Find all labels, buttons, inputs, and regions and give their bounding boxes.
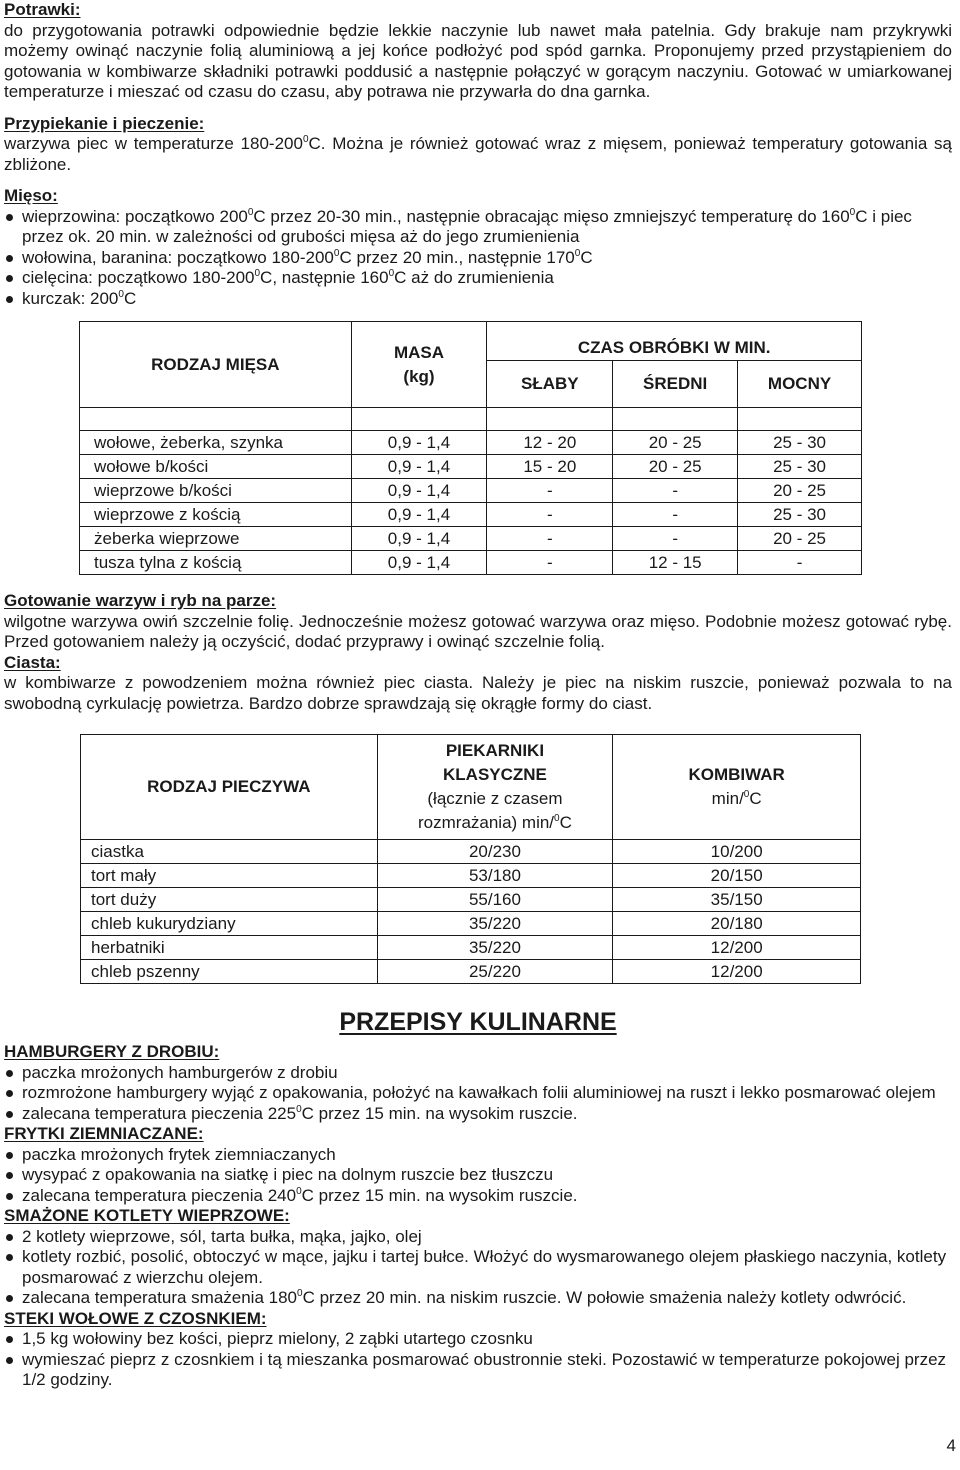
- table-cell: -: [738, 551, 862, 575]
- hamburgery-heading: HAMBURGERY Z DROBIU:: [4, 1042, 220, 1061]
- table-cell: żeberka wieprzowe: [80, 527, 352, 551]
- kotlety-list: [4, 1227, 952, 1309]
- potrawki-text: do przygotowania potrawki odpowiednie będzie lekkie naczynie lub nawet mała patelnia. Gdy brakuje nam przykrywki możemy owinąć naczynie folią aluminiową a jej końce podłożyć pod spód garnka. Proponujemy przed przystąpieniem do gotowania w kombiwarze składniki potrawki poddusić a następnie połączyć w gorącym naczyniu. Gotować w umiarkowanej temperaturze i mieszać od czasu do czasu, aby potrawa nie przywarła do dna garnka.: [4, 20, 952, 101]
- table-row: [80, 479, 862, 503]
- table-row: [81, 888, 861, 912]
- table-cell: 12/200: [613, 936, 861, 960]
- table-cell: -: [487, 551, 613, 575]
- table-cell: 53/180: [377, 864, 613, 888]
- bake-col-type: RODZAJ PIECZYWA: [81, 735, 378, 840]
- table-cell: 35/220: [377, 936, 613, 960]
- hamburgery-list: [4, 1063, 952, 1125]
- table-cell: -: [487, 527, 613, 551]
- table-cell: 25 - 30: [738, 431, 862, 455]
- table-cell: chleb pszenny: [81, 960, 378, 984]
- warzywa-text: wilgotne warzywa owiń szczelnie folię. Jednocześnie możesz gotować warzywa oraz mięso. Podobnie możesz gotować rybę. Przed gotowaniem należy ją oczyścić, dodać przyprawy i owinąć szczelnie folią.: [4, 611, 952, 651]
- list-item: zalecana temperatura pieczenia $225^0C$ przez 15 min. na wysokim ruszcie.: [4, 1104, 952, 1125]
- steki-heading: STEKI WOŁOWE Z CZOSNKIEM:: [4, 1308, 267, 1328]
- table-cell: 0,9 - 1,4: [351, 455, 487, 479]
- page-number: 4: [946, 1436, 956, 1455]
- table-row: [81, 912, 861, 936]
- kotlety-heading: SMAŻONE KOTLETY WIEPRZOWE:: [4, 1206, 290, 1225]
- table-cell: 0,9 - 1,4: [351, 503, 487, 527]
- list-item: kotlety rozbić, posolić, obtoczyć w mące, jajku i tartej bułce. Włożyć do wysmarowanego olejem płaskiego naczynia, kotlety posmarować z wierzchu olejem.: [4, 1247, 952, 1288]
- table-cell: -: [487, 479, 613, 503]
- steki-list: [4, 1329, 952, 1391]
- table-cell: 15 - 20: [487, 455, 613, 479]
- table-row: [80, 455, 862, 479]
- frytki-list: [4, 1145, 952, 1207]
- table-row: [81, 864, 861, 888]
- table-cell: 20/230: [377, 840, 613, 864]
- warzywa-heading: Gotowanie warzyw i ryb na parze:: [4, 591, 277, 610]
- page-content: [4, 0, 952, 1391]
- meat-col-strong: MOCNY: [738, 361, 862, 408]
- table-cell: -: [487, 503, 613, 527]
- recipes-title: PRZEPISY KULINARNE: [339, 1008, 617, 1036]
- table-cell: 20/150: [613, 864, 861, 888]
- table-cell: 20 - 25: [613, 455, 738, 479]
- meat-col-time: CZAS OBRÓBKI W MIN.: [487, 322, 862, 361]
- table-cell: wieprzowe b/kości: [80, 479, 352, 503]
- table-cell: 0,9 - 1,4: [351, 551, 487, 575]
- list-item: paczka mrożonych frytek ziemniaczanych: [4, 1145, 952, 1166]
- table-cell: 20/180: [613, 912, 861, 936]
- table-cell: 35/150: [613, 888, 861, 912]
- meat-col-mass: MASA (kg): [351, 322, 487, 408]
- table-cell: 0,9 - 1,4: [351, 431, 487, 455]
- list-item: wymieszać pieprz z czosnkiem i tą mieszanka posmarować obustronnie steki. Pozostawić w temperaturze pokojowej przez 1/2 godziny.: [4, 1350, 952, 1391]
- meat-time-table: [79, 321, 862, 575]
- table-cell: 12 - 15: [613, 551, 738, 575]
- table-cell: 20 - 25: [613, 431, 738, 455]
- table-row: [80, 551, 862, 575]
- table-cell: 10/200: [613, 840, 861, 864]
- table-cell: tusza tylna z kością: [80, 551, 352, 575]
- ciasta-heading: Ciasta:: [4, 652, 61, 672]
- table-cell: 12 - 20: [487, 431, 613, 455]
- table-cell: 20 - 25: [738, 479, 862, 503]
- table-cell: 0,9 - 1,4: [351, 479, 487, 503]
- list-item: rozmrożone hamburgery wyjąć z opakowania, położyć na kawałkach folii aluminiowej na ruszt i lekko posmarować olejem: [4, 1083, 952, 1104]
- przypiekanie-text: warzywa piec w temperaturze $180-200^0C$. Można je również gotować wraz z mięsem, ponieważ temperatury gotowania są zbliżone.: [4, 134, 952, 174]
- table-cell: 0,9 - 1,4: [351, 527, 487, 551]
- table-cell: tort duży: [81, 888, 378, 912]
- table-cell: wołowe b/kości: [80, 455, 352, 479]
- bake-col-oven: PIEKARNIKI KLASYCZNE (łącznie z czasem rozmrażania) min/$^0$C: [377, 735, 613, 840]
- baking-table: [80, 734, 861, 984]
- meat-col-medium: ŚREDNI: [613, 361, 738, 408]
- table-cell: tort mały: [81, 864, 378, 888]
- list-item: cielęcina: początkowo $180-200^0C$, następnie $160^0C$ aż do zrumienienia: [4, 268, 952, 289]
- table-cell: -: [613, 479, 738, 503]
- table-cell: chleb kukurydziany: [81, 912, 378, 936]
- mieso-heading: Mięso:: [4, 186, 58, 205]
- list-item: wieprzowina: początkowo $200^0C$ przez 20-30 min., następnie obracając mięso zmniejszyć temperaturę do $160^0C$ i piec przez ok. 20 min. w zależności od grubości mięsa aż do jego zrumienienia: [4, 207, 952, 248]
- table-row: [81, 960, 861, 984]
- list-item: 1,5 kg wołowiny bez kości, pieprz mielony, 2 ząbki utartego czosnku: [4, 1329, 952, 1350]
- table-cell: -: [613, 503, 738, 527]
- list-item: wołowina, baranina: początkowo $180-200^0C$ przez 20 min., następnie $170^0C$: [4, 248, 952, 269]
- list-item: zalecana temperatura smażenia $180^0C$ przez 20 min. na niskim ruszcie. W połowie smażenia należy kotlety odwrócić.: [4, 1288, 952, 1309]
- table-cell: 25/220: [377, 960, 613, 984]
- meat-col-type: RODZAJ MIĘSA: [80, 322, 352, 408]
- list-item: kurczak: $200^0C$: [4, 289, 952, 310]
- table-cell: 25 - 30: [738, 455, 862, 479]
- list-item: zalecana temperatura pieczenia $240^0C$ przez 15 min. na wysokim ruszcie.: [4, 1186, 952, 1207]
- frytki-heading: FRYTKI ZIEMNIACZANE:: [4, 1124, 204, 1143]
- ciasta-text: w kombiwarze z powodzeniem można również piec ciasta. Należy je piec na niskim ruszcie, ponieważ pozwala to na swobodną cyrkulację powietrza. Bardzo dobrze sprawdzają się okrągłe formy do ciast.: [4, 673, 952, 713]
- table-row: [80, 431, 862, 455]
- table-row: [81, 936, 861, 960]
- table-cell: -: [613, 527, 738, 551]
- przypiekanie-heading: Przypiekanie i pieczenie:: [4, 113, 205, 133]
- list-item: wysypać z opakowania na siatkę i piec na dolnym ruszcie bez tłuszczu: [4, 1165, 952, 1186]
- table-cell: wieprzowe z kością: [80, 503, 352, 527]
- list-item: 2 kotlety wieprzowe, sól, tarta bułka, mąka, jajko, olej: [4, 1227, 952, 1248]
- table-row: [80, 503, 862, 527]
- table-cell: 25 - 30: [738, 503, 862, 527]
- table-cell: 20 - 25: [738, 527, 862, 551]
- table-cell: wołowe, żeberka, szynka: [80, 431, 352, 455]
- table-row: [81, 840, 861, 864]
- table-cell: 12/200: [613, 960, 861, 984]
- table-cell: 35/220: [377, 912, 613, 936]
- bake-col-combi: KOMBIWAR min/$^0$C: [613, 735, 861, 840]
- table-row: [80, 527, 862, 551]
- table-cell: 55/160: [377, 888, 613, 912]
- mieso-list: [4, 207, 952, 310]
- table-cell: herbatniki: [81, 936, 378, 960]
- list-item: paczka mrożonych hamburgerów z drobiu: [4, 1063, 952, 1084]
- potrawki-heading: Potrawki:: [4, 0, 81, 19]
- meat-col-weak: SŁABY: [487, 361, 613, 408]
- table-cell: ciastka: [81, 840, 378, 864]
